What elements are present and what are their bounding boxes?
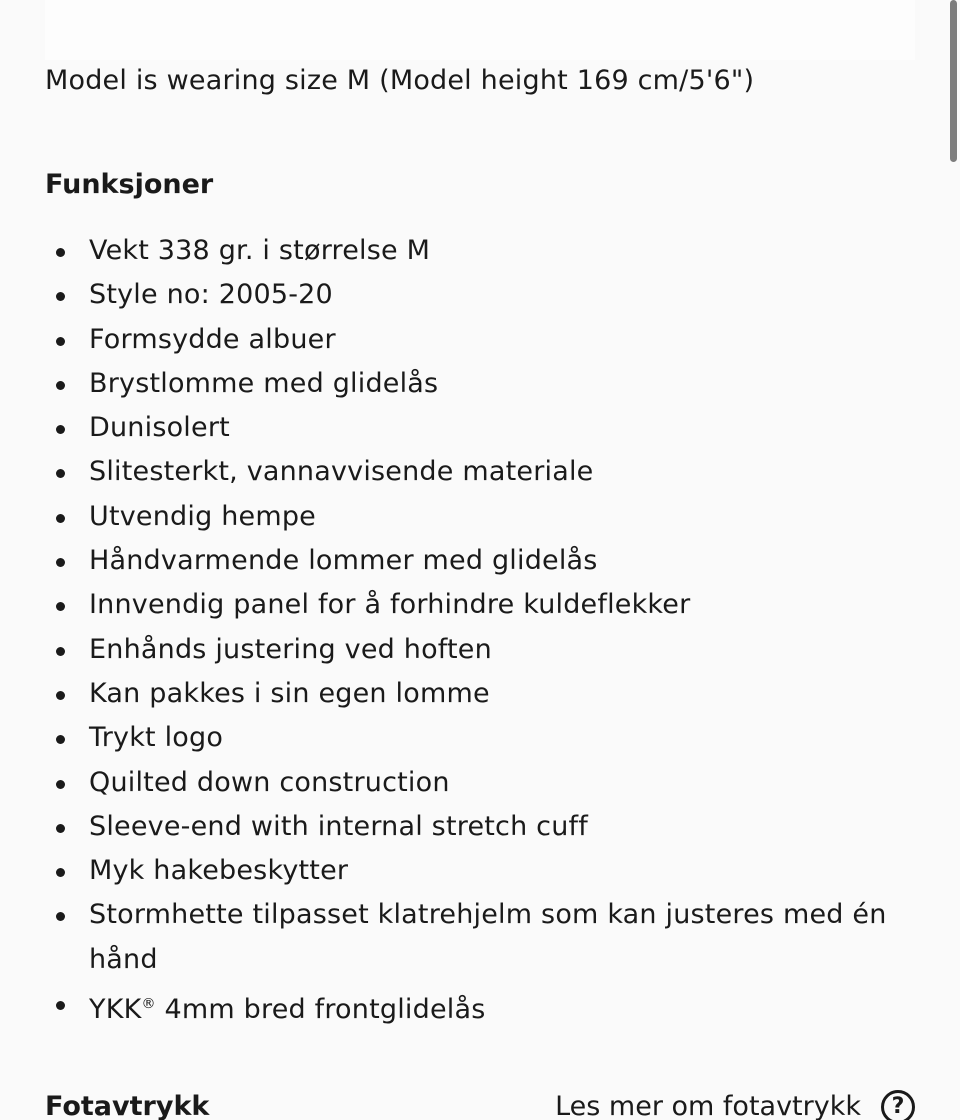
feature-item: YKK® 4mm bred frontglidelås: [45, 982, 905, 1032]
bullet-icon: [56, 425, 65, 434]
bullet-icon: [56, 647, 65, 656]
registered-mark: ®: [141, 996, 156, 1013]
bullet-icon: [56, 824, 65, 833]
footprint-section: [45, 1088, 915, 1120]
bullet-icon: [56, 912, 65, 921]
feature-item: Formsydde albuer: [45, 318, 905, 362]
feature-item: Utvendig hempe: [45, 495, 905, 539]
bullet-icon: [56, 292, 65, 301]
question-circle-icon[interactable]: ?: [881, 1090, 915, 1120]
bullet-icon: [56, 514, 65, 523]
vertical-scrollbar[interactable]: [946, 0, 960, 1120]
feature-item: Quilted down construction: [45, 761, 905, 805]
footprint-heading: Fotavtrykk: [45, 1091, 210, 1120]
feature-item: Slitesterkt, vannavvisende materiale: [45, 450, 905, 494]
read-more-footprint-label: Les mer om fotavtrykk: [555, 1091, 861, 1120]
features-heading: Funksjoner: [45, 169, 214, 200]
feature-item: Vekt 338 gr. i størrelse M: [45, 229, 905, 273]
feature-item: Dunisolert: [45, 406, 905, 450]
bullet-icon: [56, 337, 65, 346]
bullet-icon: [56, 602, 65, 611]
bullet-icon: [56, 381, 65, 390]
bullet-icon: [56, 735, 65, 744]
feature-item: Enhånds justering ved hoften: [45, 628, 905, 672]
bullet-icon: [56, 691, 65, 700]
bullet-icon: [56, 558, 65, 567]
model-size-note: Model is wearing size M (Model height 169 cm/5'6"): [45, 65, 755, 96]
scrollbar-thumb[interactable]: [950, 0, 957, 162]
feature-item: Sleeve-end with internal stretch cuff: [45, 805, 905, 849]
bullet-icon: [56, 780, 65, 789]
feature-item: Myk hakebeskytter: [45, 849, 905, 893]
bullet-icon: [56, 868, 65, 877]
feature-item: Kan pakkes i sin egen lomme: [45, 672, 905, 716]
bullet-icon: [56, 1001, 65, 1010]
feature-item: Innvendig panel for å forhindre kuldeflekker: [45, 583, 905, 627]
feature-item: Håndvarmende lommer med glidelås: [45, 539, 905, 583]
bullet-icon: [56, 469, 65, 478]
image-panel-bottom-edge: [45, 0, 915, 60]
read-more-footprint-link[interactable]: [555, 1088, 915, 1120]
features-list: [45, 229, 905, 1032]
feature-item: Trykt logo: [45, 716, 905, 760]
feature-item: Brystlomme med glidelås: [45, 362, 905, 406]
feature-item: Stormhette tilpasset klatrehjelm som kan justeres med én hånd: [45, 893, 905, 982]
feature-item: Style no: 2005-20: [45, 273, 905, 317]
bullet-icon: [56, 248, 65, 257]
